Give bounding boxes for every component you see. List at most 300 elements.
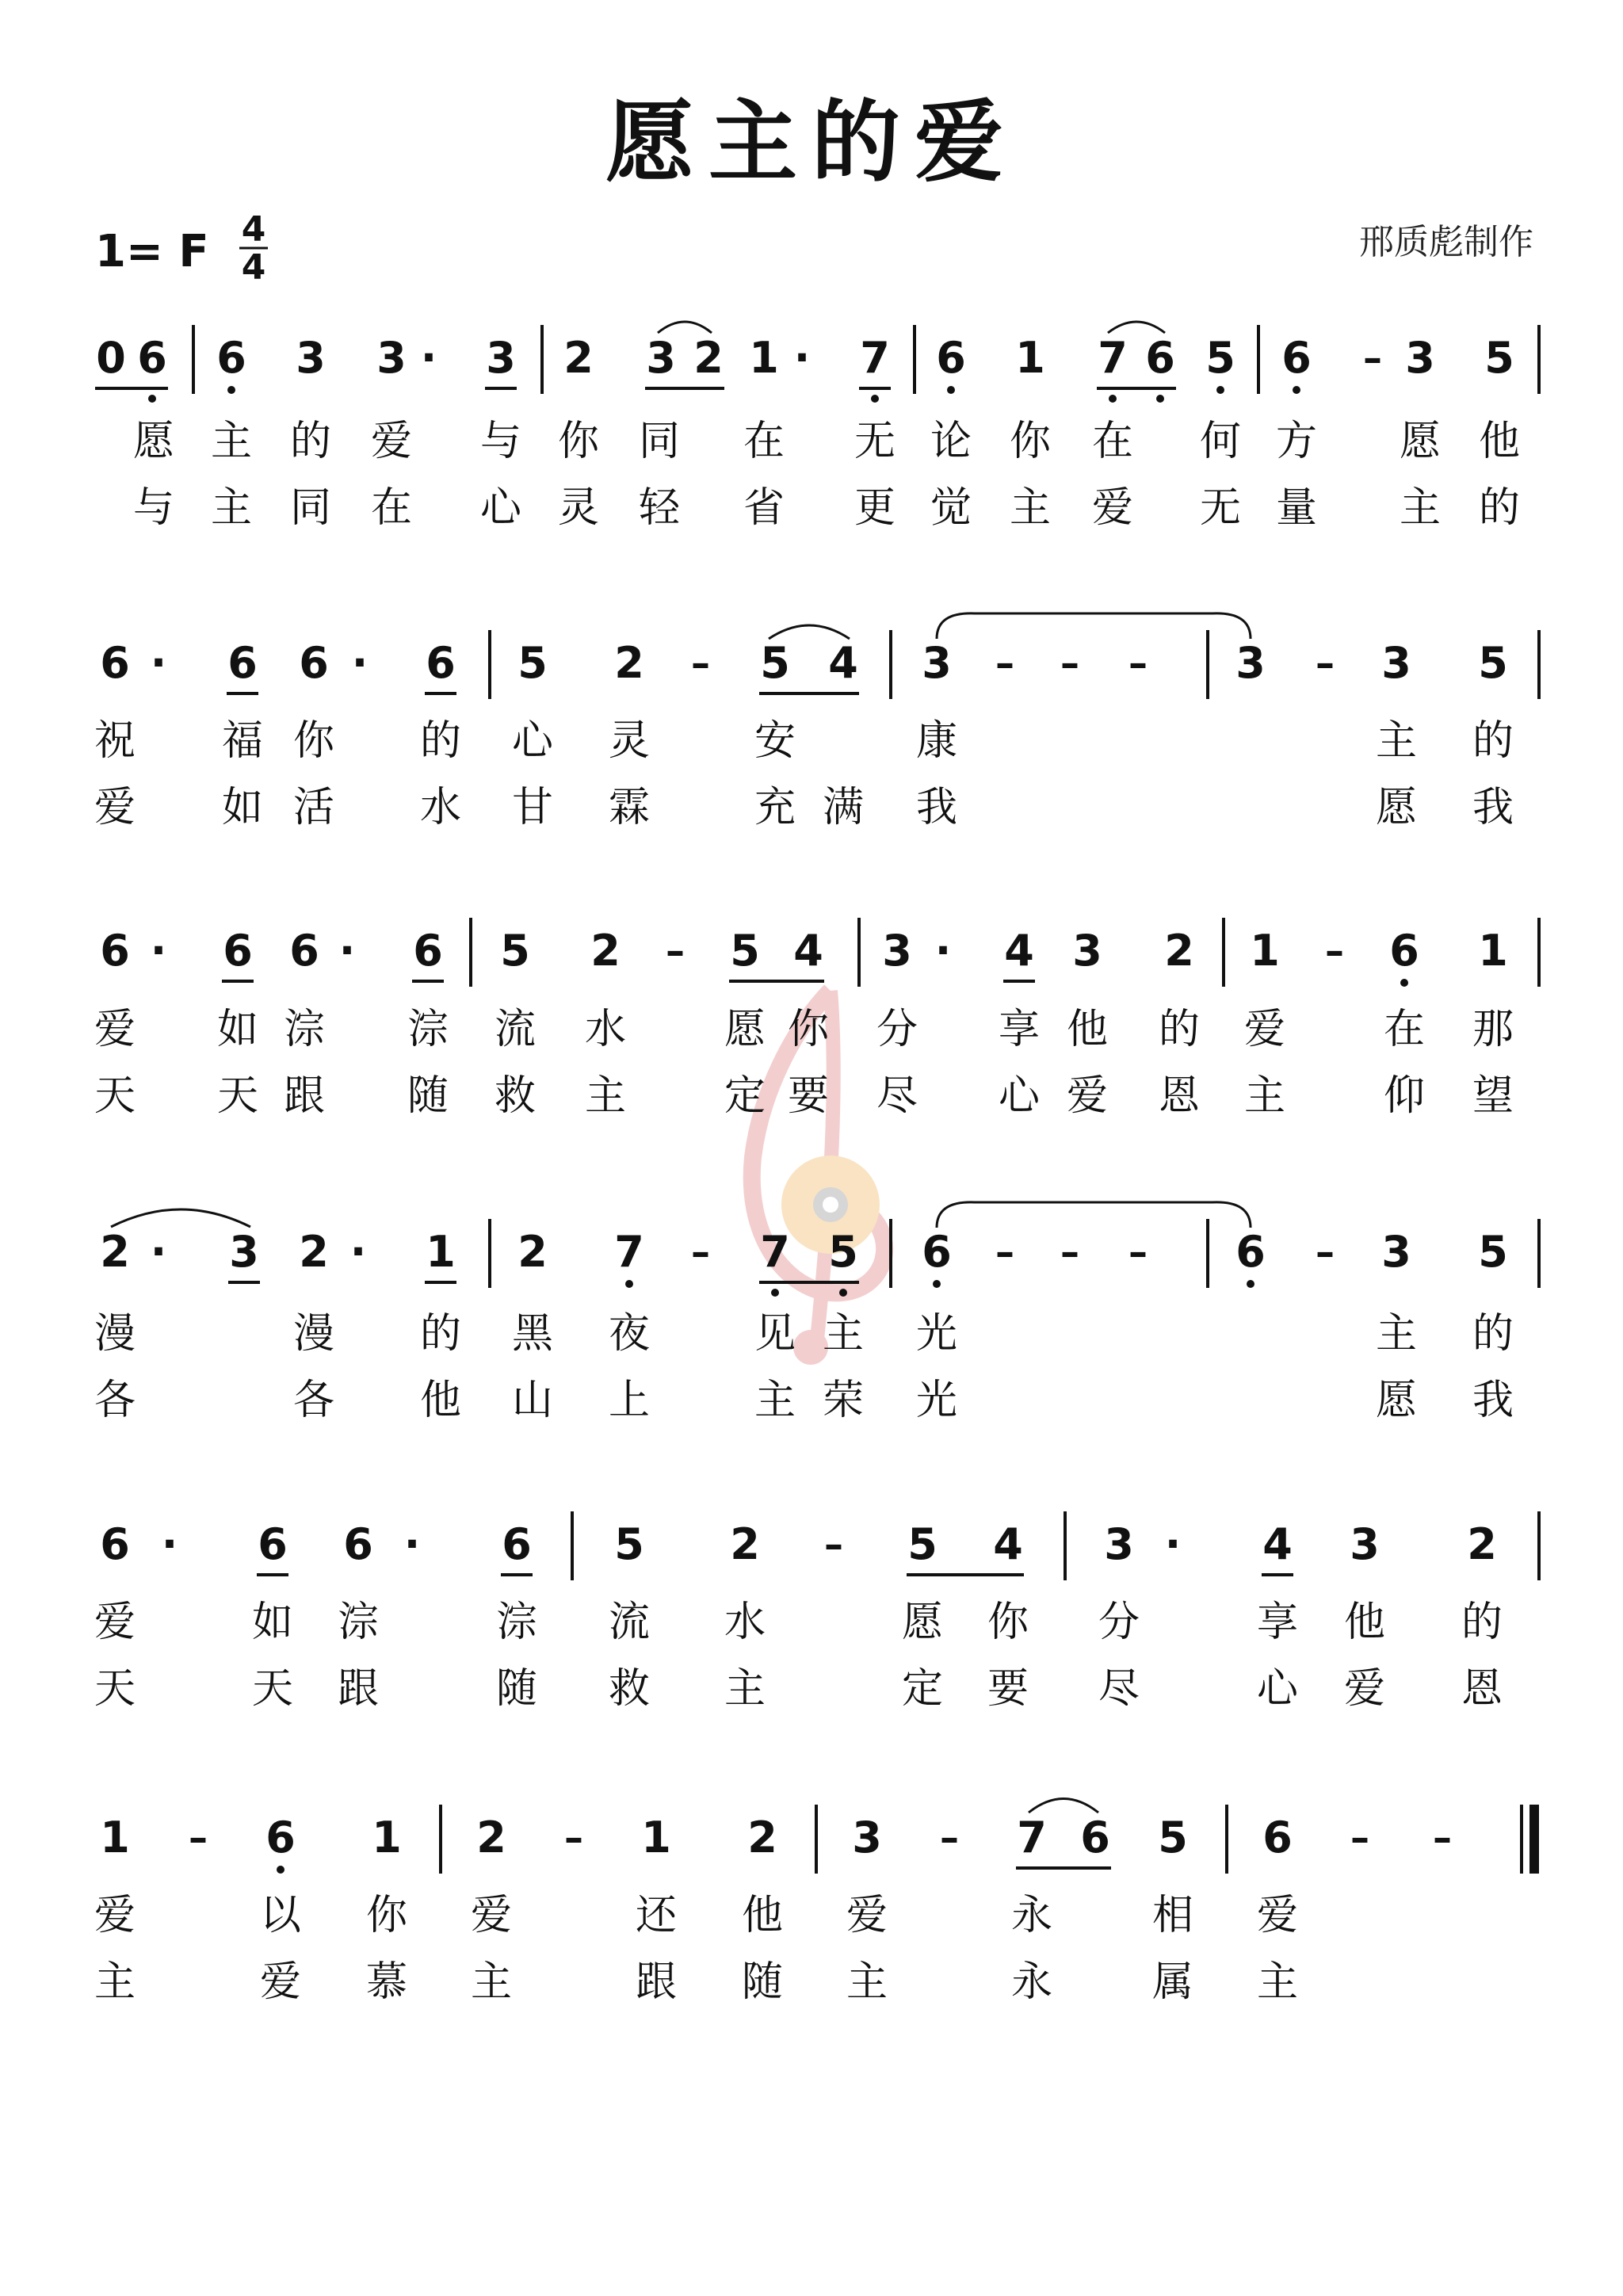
lyric: 爱 [1091, 484, 1134, 532]
lyric: 定 [724, 1072, 766, 1120]
lyric: 充 [754, 784, 796, 831]
tie [937, 613, 1251, 639]
note: 2 [1164, 926, 1194, 976]
lyric: 流 [608, 1599, 651, 1646]
note: 3 [852, 1813, 882, 1862]
note: 3 [1104, 1519, 1134, 1569]
dash: – [1128, 641, 1148, 686]
note: 3 [486, 333, 516, 383]
dash: – [1363, 336, 1382, 380]
octave-dot [771, 1289, 779, 1297]
note: 4 [1262, 1519, 1293, 1569]
lyric: 更 [854, 484, 896, 532]
octave-dot [839, 1289, 847, 1297]
lyric: 的 [1472, 717, 1514, 765]
note: 3 [882, 926, 912, 976]
system-1 [95, 322, 1539, 532]
lyric: 望 [1472, 1072, 1514, 1120]
lyric: 淙 [495, 1599, 538, 1646]
note: 6 [100, 638, 130, 688]
note: 3 [229, 1227, 259, 1277]
dash: – [691, 641, 710, 686]
dash: – [1060, 1230, 1079, 1274]
lyric: 你 [365, 1892, 408, 1939]
lyric: 他 [1343, 1599, 1386, 1646]
lyric: 救 [608, 1665, 651, 1713]
lyrics-verse-1 [133, 418, 1520, 465]
lyric: 淙 [407, 1006, 449, 1053]
note: 6 [1281, 333, 1312, 383]
lyric: 你 [787, 1006, 830, 1053]
lyric: 相 [1151, 1892, 1194, 1939]
note: 6 [265, 1813, 296, 1862]
note: 2 [614, 638, 644, 688]
slur [1029, 1799, 1098, 1813]
dot: · [161, 1519, 178, 1569]
lyric: 慕 [365, 1958, 408, 2006]
dash: – [1316, 641, 1335, 686]
lyric: 在 [1383, 1006, 1426, 1053]
lyric: 灵 [557, 484, 600, 532]
note: 2 [476, 1813, 506, 1862]
dash: – [564, 1816, 583, 1860]
lyric: 要 [987, 1665, 1029, 1713]
slur [1108, 322, 1165, 333]
dash: – [995, 1230, 1014, 1274]
note: 5 [907, 1519, 938, 1569]
lyric: 在 [743, 418, 785, 465]
note: 5 [500, 926, 530, 976]
lyric: 我 [915, 784, 958, 831]
dot: · [403, 1519, 421, 1569]
lyric: 如 [251, 1599, 294, 1646]
lyric: 如 [216, 1006, 259, 1053]
lyric: 愿 [1375, 784, 1418, 831]
note: 4 [993, 1519, 1023, 1569]
lyric: 漫 [292, 1310, 335, 1358]
lyric: 心 [998, 1072, 1041, 1120]
lyric: 的 [1461, 1599, 1503, 1646]
time-signature-denominator: 4 [241, 247, 266, 288]
dot: · [150, 1227, 167, 1277]
lyric: 爱 [470, 1892, 513, 1939]
note: 3 [1072, 926, 1102, 976]
system-6 [94, 1799, 1534, 2007]
lyric: 爱 [94, 1892, 136, 1939]
tie [937, 1202, 1251, 1228]
lyric: 定 [901, 1665, 944, 1713]
note: 3 [646, 333, 676, 383]
lyric: 同 [638, 418, 681, 465]
lyric: 仰 [1383, 1072, 1426, 1120]
note: 6 [137, 333, 167, 383]
dot: · [150, 638, 167, 688]
lyric: 天 [94, 1665, 136, 1713]
lyric: 你 [292, 717, 335, 765]
lyric: 甘 [511, 784, 554, 831]
note: 4 [793, 926, 823, 976]
lyrics-verse-1 [94, 1599, 1503, 1646]
dot: · [793, 333, 811, 383]
lyrics-verse-2 [94, 1072, 1514, 1120]
lyric: 恩 [1158, 1072, 1201, 1120]
note: 4 [828, 638, 858, 688]
note: 2 [693, 333, 724, 383]
lyric: 愿 [901, 1599, 944, 1646]
note: 6 [258, 1519, 288, 1569]
dot: · [420, 333, 437, 383]
lyric: 淙 [337, 1599, 380, 1646]
note: 3 [1381, 1227, 1411, 1277]
octave-dot [1247, 1280, 1254, 1288]
note: 2 [100, 1227, 130, 1277]
lyric: 各 [94, 1377, 136, 1424]
note: 5 [1205, 333, 1235, 383]
lyric: 爱 [94, 1006, 136, 1053]
lyric: 与 [479, 418, 522, 465]
note: 5 [614, 1519, 644, 1569]
lyric: 分 [1098, 1599, 1140, 1646]
lyric: 主 [846, 1958, 888, 2006]
note: 5 [1478, 638, 1508, 688]
note: 7 [614, 1227, 644, 1277]
note: 6 [936, 333, 966, 383]
note: 5 [760, 638, 790, 688]
lyric: 随 [407, 1072, 449, 1120]
note: 5 [730, 926, 760, 976]
lyric: 随 [495, 1665, 538, 1713]
note: 2 [1467, 1519, 1497, 1569]
note: 2 [590, 926, 621, 976]
note: 3 [376, 333, 407, 383]
note: 0 [96, 333, 126, 383]
lyric: 光 [915, 1377, 958, 1424]
lyric: 山 [511, 1377, 554, 1424]
lyric: 霖 [608, 784, 651, 831]
note: 6 [216, 333, 246, 383]
lyric: 跟 [635, 1958, 678, 2006]
lyric: 主 [1399, 484, 1442, 532]
note: 1 [100, 1813, 130, 1862]
lyric: 永 [1010, 1958, 1053, 2006]
octave-dot [1156, 395, 1164, 403]
lyric: 觉 [930, 484, 972, 532]
octave-dot [933, 1280, 941, 1288]
dot: · [338, 926, 356, 976]
dash: – [1128, 1230, 1148, 1274]
lyric: 论 [930, 418, 972, 465]
dot: · [349, 1227, 367, 1277]
note: 6 [100, 926, 130, 976]
lyric: 爱 [259, 1958, 302, 2006]
lyrics-verse-2 [94, 1958, 1298, 2006]
lyric: 同 [289, 484, 332, 532]
note: 6 [223, 926, 253, 976]
lyric: 天 [94, 1072, 136, 1120]
dot: · [934, 926, 952, 976]
lyric: 爱 [1256, 1892, 1299, 1939]
note: 5 [1158, 1813, 1188, 1862]
lyric: 主 [724, 1665, 766, 1713]
lyric: 主 [1256, 1958, 1299, 2006]
lyrics-verse-1 [94, 1006, 1514, 1053]
dot: · [150, 926, 167, 976]
note: 1 [426, 1227, 456, 1277]
lyric: 福 [221, 717, 264, 765]
note: 6 [299, 638, 329, 688]
song-title: 愿主的爱 [605, 90, 1018, 194]
octave-dot [1216, 386, 1224, 394]
lyric: 方 [1275, 418, 1318, 465]
lyric: 爱 [370, 418, 413, 465]
system-3 [94, 918, 1539, 1120]
lyric: 跟 [337, 1665, 380, 1713]
dot: · [351, 638, 369, 688]
lyric: 在 [370, 484, 413, 532]
lyric: 属 [1151, 1958, 1194, 2006]
slur [769, 625, 850, 639]
lyric: 随 [741, 1958, 784, 2006]
lyric: 永 [1010, 1892, 1053, 1939]
lyric: 活 [292, 784, 335, 831]
note: 2 [730, 1519, 760, 1569]
note: 6 [289, 926, 319, 976]
lyric: 他 [419, 1377, 462, 1424]
dash: – [189, 1816, 208, 1860]
lyric: 满 [822, 784, 865, 831]
lyric: 心 [511, 717, 554, 765]
note: 3 [1381, 638, 1411, 688]
lyric: 主 [94, 1958, 136, 2006]
lyric: 主 [1243, 1072, 1286, 1120]
note: 2 [747, 1813, 777, 1862]
lyric: 夜 [608, 1310, 651, 1358]
octave-dot [277, 1866, 285, 1874]
lyric: 漫 [94, 1310, 136, 1358]
lyric: 还 [635, 1892, 678, 1939]
dash: – [824, 1522, 843, 1567]
lyric: 天 [251, 1665, 294, 1713]
key-signature: 1= F [95, 226, 209, 277]
lyric: 爱 [1243, 1006, 1286, 1053]
lyrics-verse-1 [94, 1892, 1298, 1939]
note: 3 [1350, 1519, 1380, 1569]
lyric: 灵 [608, 717, 651, 765]
note: 5 [517, 638, 548, 688]
note: 1 [641, 1813, 671, 1862]
system-2 [94, 613, 1539, 831]
lyric: 上 [608, 1377, 651, 1424]
lyric: 主 [1009, 484, 1052, 532]
lyric: 主 [1375, 717, 1418, 765]
dash: – [1316, 1230, 1335, 1274]
lyric: 以 [259, 1892, 302, 1939]
note: 7 [1017, 1813, 1047, 1862]
note: 6 [1262, 1813, 1293, 1862]
lyric: 主 [822, 1310, 865, 1358]
lyric: 的 [419, 1310, 462, 1358]
lyric: 主 [210, 418, 253, 465]
lyrics-verse-2 [94, 1665, 1503, 1713]
lyric: 流 [494, 1006, 537, 1053]
note: 6 [343, 1519, 373, 1569]
dash: – [1350, 1816, 1369, 1860]
lyric: 心 [479, 484, 522, 532]
lyrics-verse-2 [94, 784, 1514, 831]
note: 5 [1478, 1227, 1508, 1277]
octave-dot [1109, 395, 1117, 403]
slur [658, 322, 712, 333]
octave-dot [871, 395, 879, 403]
lyric: 各 [292, 1377, 335, 1424]
lyric: 量 [1275, 484, 1318, 532]
dash: – [1060, 641, 1079, 686]
note: 6 [426, 638, 456, 688]
lyric: 他 [1066, 1006, 1109, 1053]
note: 1 [372, 1813, 402, 1862]
note: 1 [1250, 926, 1280, 976]
lyric: 尽 [1098, 1665, 1140, 1713]
note: 1 [749, 333, 779, 383]
dot: · [1164, 1519, 1182, 1569]
dash: – [666, 929, 685, 973]
note: 6 [1145, 333, 1175, 383]
note: 5 [828, 1227, 858, 1277]
lyric: 的 [1158, 1006, 1201, 1053]
octave-dot [227, 386, 235, 394]
lyric: 主 [470, 1958, 513, 2006]
note: 6 [1235, 1227, 1266, 1277]
lyric: 救 [494, 1072, 537, 1120]
lyric: 无 [854, 418, 896, 465]
note: 2 [517, 1227, 548, 1277]
octave-dot [625, 1280, 633, 1288]
note: 6 [227, 638, 258, 688]
octave-dot [148, 395, 156, 403]
note: 2 [299, 1227, 329, 1277]
lyric: 康 [915, 717, 958, 765]
lyric: 天 [216, 1072, 259, 1120]
lyric: 轻 [638, 484, 681, 532]
note: 6 [502, 1519, 532, 1569]
lyric: 享 [998, 1006, 1041, 1053]
lyric: 他 [741, 1892, 784, 1939]
lyric: 省 [743, 484, 785, 532]
note: 6 [1389, 926, 1419, 976]
lyric: 祝 [94, 717, 136, 765]
dash: – [691, 1230, 710, 1274]
lyrics-verse-1 [94, 717, 1514, 765]
lyric: 愿 [1375, 1377, 1418, 1424]
octave-dot [1293, 386, 1300, 394]
lyric: 我 [1472, 784, 1514, 831]
lyric: 如 [221, 784, 264, 831]
lyric: 的 [419, 717, 462, 765]
note: 3 [1405, 333, 1435, 383]
lyric: 在 [1091, 418, 1134, 465]
note: 2 [563, 333, 594, 383]
lyric: 爱 [1343, 1665, 1386, 1713]
lyric: 水 [724, 1599, 766, 1646]
lyric: 你 [987, 1599, 1029, 1646]
note: 6 [1080, 1813, 1110, 1862]
lyric: 跟 [283, 1072, 326, 1120]
octave-dot [1400, 979, 1408, 987]
lyric: 黑 [511, 1310, 554, 1358]
lyric: 何 [1199, 418, 1242, 465]
lyric: 要 [787, 1072, 830, 1120]
lyric: 爱 [1066, 1072, 1109, 1120]
lyric: 恩 [1461, 1665, 1503, 1713]
system-5 [94, 1511, 1539, 1713]
lyric: 愿 [724, 1006, 766, 1053]
lyrics-verse-2 [94, 1377, 1514, 1424]
lyric: 你 [1009, 418, 1052, 465]
lyric: 无 [1199, 484, 1242, 532]
note: 1 [1015, 333, 1045, 383]
note: 3 [922, 638, 952, 688]
lyrics-verse-2 [133, 484, 1520, 532]
dash: – [940, 1816, 959, 1860]
lyric: 享 [1256, 1599, 1299, 1646]
lyric: 主 [584, 1072, 627, 1120]
time-signature-numerator: 4 [241, 209, 266, 250]
lyric: 的 [289, 418, 332, 465]
lyric: 爱 [94, 1599, 136, 1646]
lyric: 水 [419, 784, 462, 831]
note: 6 [413, 926, 443, 976]
lyric: 水 [584, 1006, 627, 1053]
lyric: 尽 [876, 1072, 918, 1120]
lyric: 心 [1256, 1665, 1299, 1713]
lyric: 主 [210, 484, 253, 532]
lyric: 荣 [822, 1377, 865, 1424]
lyric: 那 [1472, 1006, 1514, 1053]
note: 6 [100, 1519, 130, 1569]
arranger-credit: 邢质彪制作 [1359, 222, 1533, 262]
dash: – [1325, 929, 1344, 973]
lyric: 分 [876, 1006, 918, 1053]
lyric: 与 [132, 484, 175, 532]
note: 7 [860, 333, 890, 383]
lyric: 你 [557, 418, 600, 465]
note: 7 [760, 1227, 790, 1277]
lyric: 淙 [283, 1006, 326, 1053]
dash: – [995, 641, 1014, 686]
note: 1 [1478, 926, 1508, 976]
lyric: 他 [1478, 418, 1521, 465]
lyric: 光 [915, 1310, 958, 1358]
dash: – [1433, 1816, 1452, 1860]
lyric: 爱 [846, 1892, 888, 1939]
lyric: 安 [754, 717, 796, 765]
lyric: 爱 [94, 784, 136, 831]
note: 6 [922, 1227, 952, 1277]
lyric: 的 [1472, 1310, 1514, 1358]
slur [111, 1209, 250, 1227]
note: 3 [296, 333, 326, 383]
lyric: 主 [754, 1377, 796, 1424]
octave-dot [947, 386, 955, 394]
lyric: 愿 [132, 418, 175, 465]
lyric: 主 [1375, 1310, 1418, 1358]
lyric: 的 [1478, 484, 1521, 532]
lyric: 见 [754, 1310, 796, 1358]
lyric: 愿 [1399, 418, 1442, 465]
note: 4 [1004, 926, 1034, 976]
note: 5 [1484, 333, 1514, 383]
lyric: 我 [1472, 1377, 1514, 1424]
